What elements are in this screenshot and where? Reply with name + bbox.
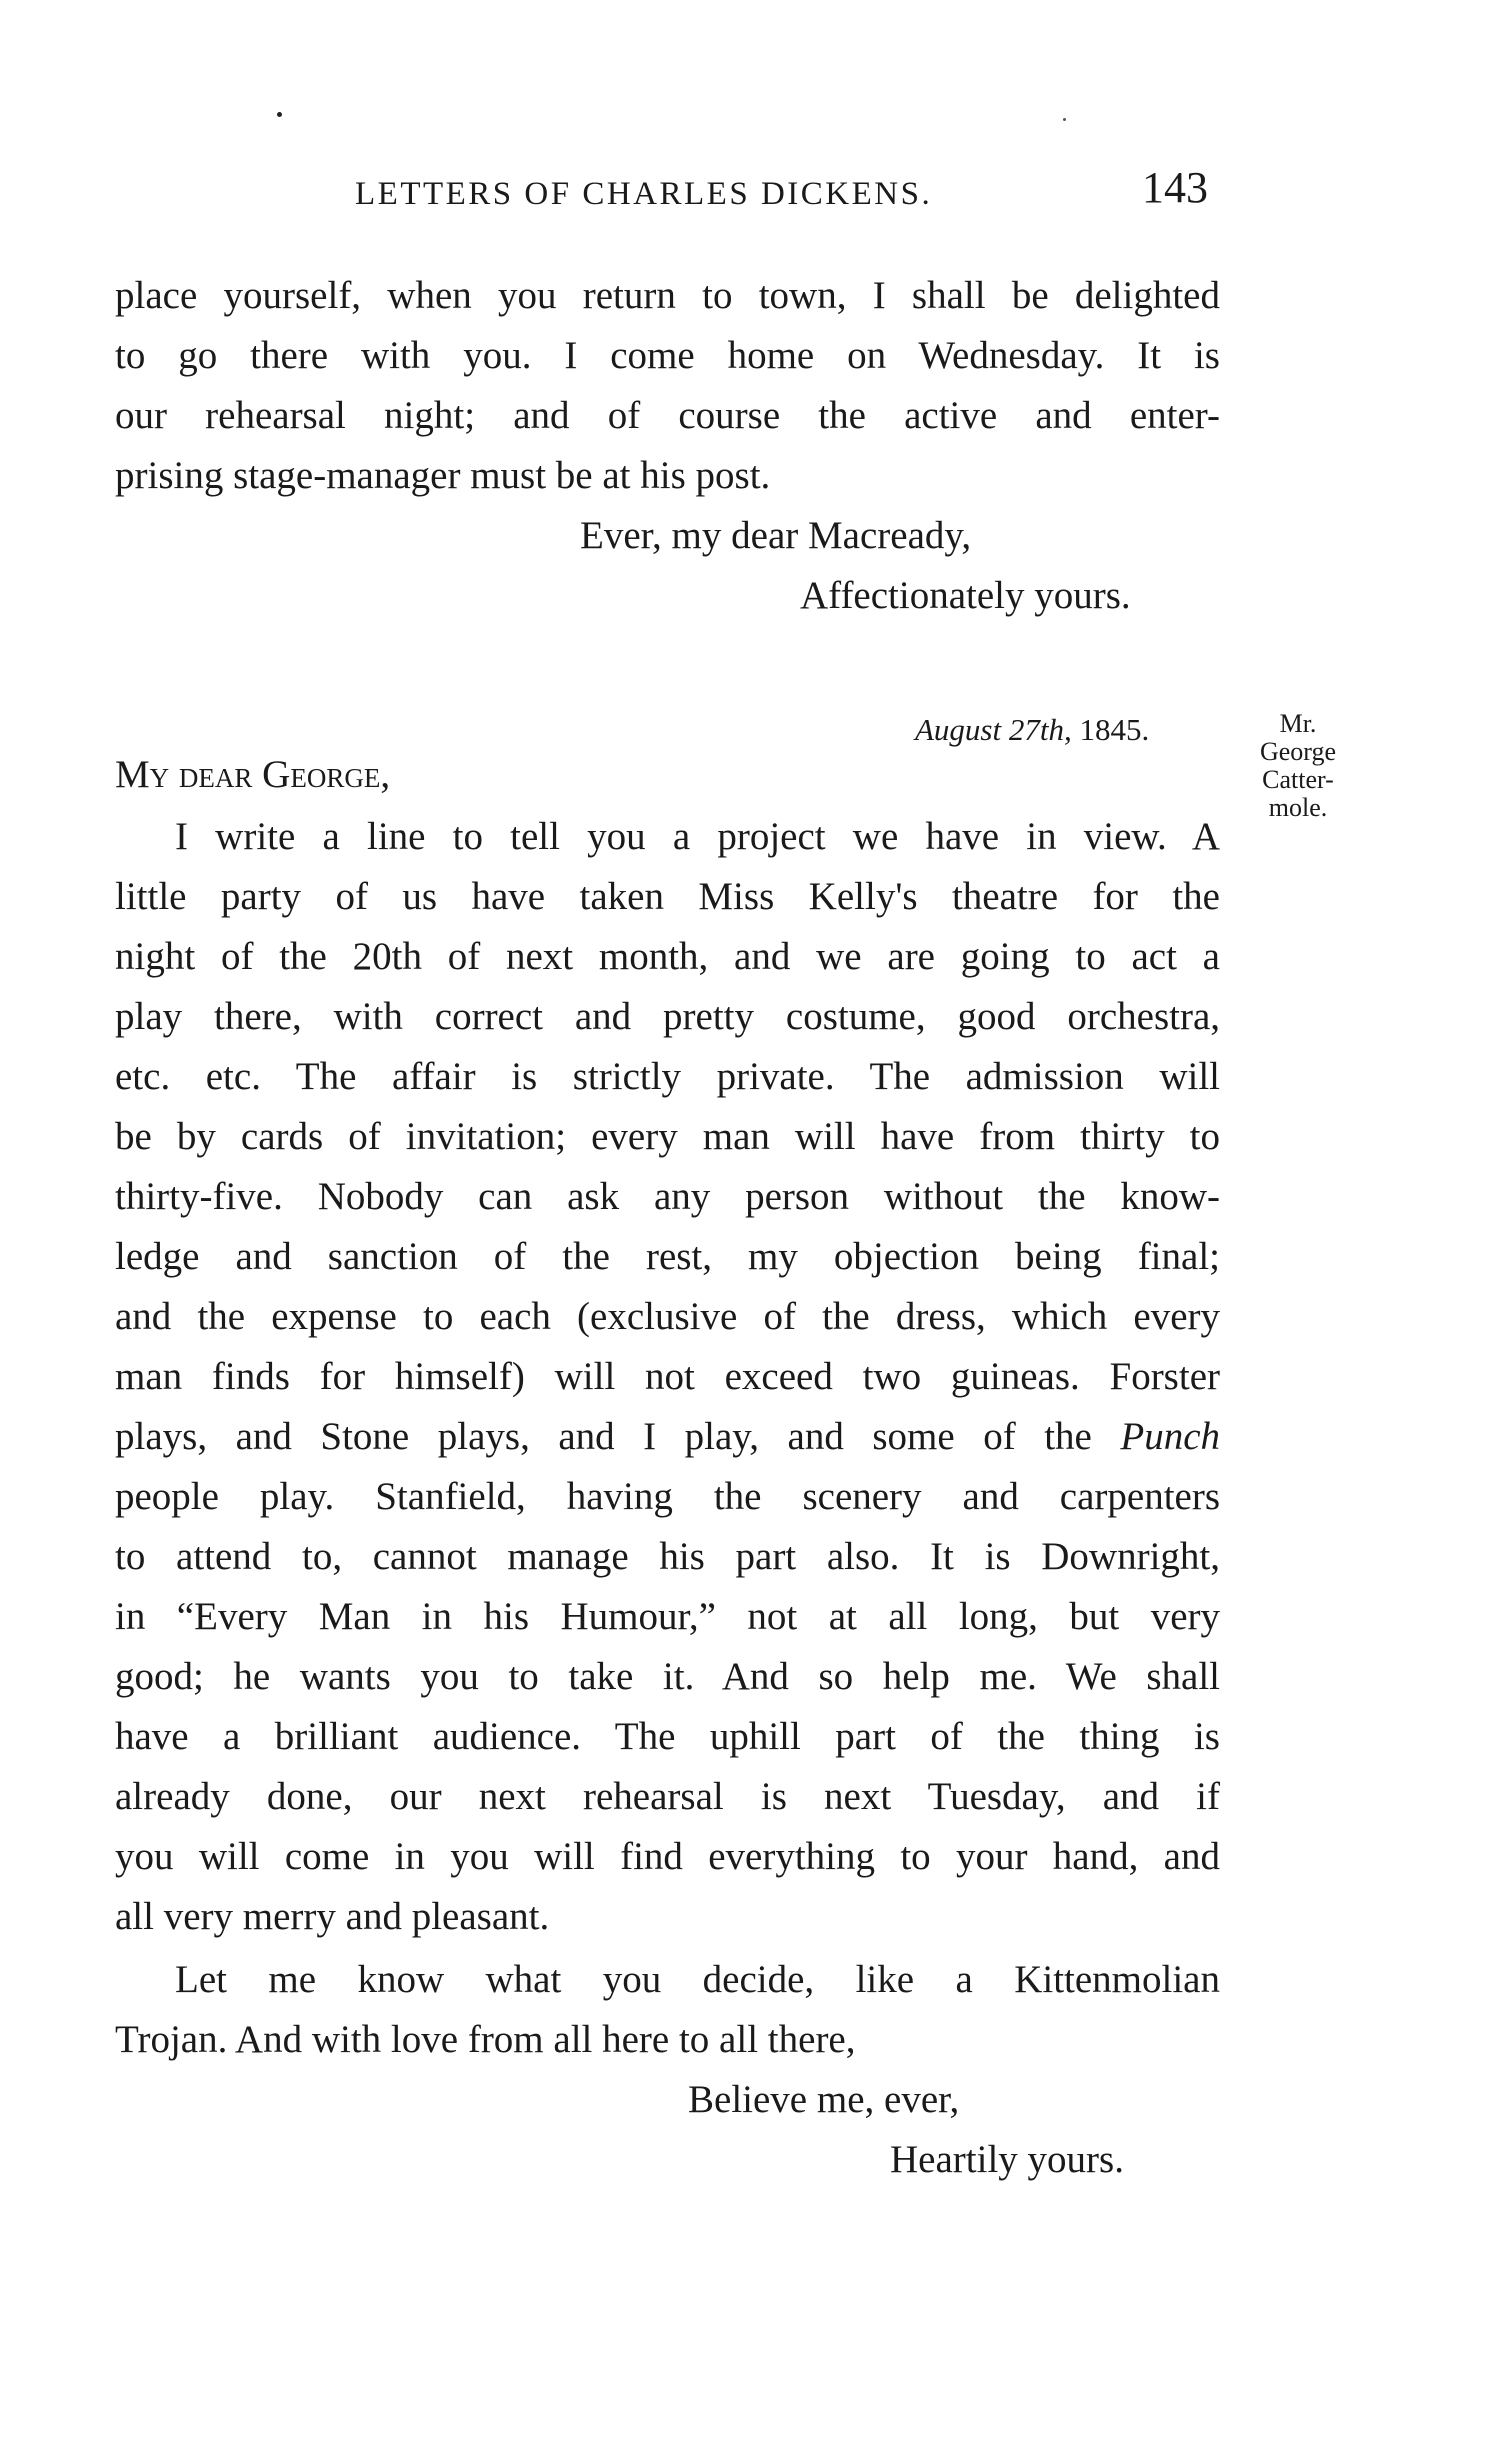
text-fragment: plays, and Stone plays, and I play, and some of the bbox=[115, 1415, 1092, 1458]
text-line: little party of us have taken Miss Kelly's theatre for the bbox=[115, 875, 1220, 918]
closing-line: Ever, my dear Macready, bbox=[580, 514, 972, 557]
text-line: be by cards of invitation; every man will have from thirty to bbox=[115, 1115, 1220, 1158]
text-line: our rehearsal night; and of course the active and enter- bbox=[115, 394, 1220, 437]
date-year: 1845. bbox=[1079, 712, 1150, 747]
text-line: night of the 20th of next month, and we are going to act a bbox=[115, 935, 1220, 978]
ink-speck bbox=[1063, 118, 1066, 121]
text-line-with-italic bbox=[115, 1407, 1220, 1467]
sidenote-line: mole. bbox=[1268, 793, 1328, 822]
text-line: thirty-five. Nobody can ask any person without the know- bbox=[115, 1175, 1220, 1218]
closing-line: Believe me, ever, bbox=[688, 2078, 960, 2121]
date-day: 27th, bbox=[1008, 712, 1072, 747]
recipient-sidenote bbox=[1238, 710, 1358, 822]
letter-date bbox=[915, 712, 1149, 748]
text-line: ledge and sanction of the rest, my objection being final; bbox=[115, 1235, 1220, 1278]
text-line: Trojan. And with love from all here to all there, bbox=[115, 2018, 856, 2061]
signoff-line: Heartily yours. bbox=[890, 2138, 1124, 2181]
signoff-line: Affectionately yours. bbox=[800, 574, 1131, 617]
text-line: in “Every Man in his Humour,” not at all long, but very bbox=[115, 1595, 1220, 1638]
text-line: place yourself, when you return to town, I shall be delighted bbox=[115, 274, 1220, 317]
text-line: you will come in you will find everything to your hand, and bbox=[115, 1835, 1220, 1878]
text-line: good; he wants you to take it. And so help me. We shall bbox=[115, 1655, 1220, 1698]
page-number: 143 bbox=[1142, 163, 1208, 212]
text-line: prising stage-manager must be at his post. bbox=[115, 454, 771, 497]
text-line: already done, our next rehearsal is next Tuesday, and if bbox=[115, 1775, 1220, 1818]
text-line: etc. etc. The affair is strictly private. The admission will bbox=[115, 1055, 1220, 1098]
text-line: have a brilliant audience. The uphill part of the thing is bbox=[115, 1715, 1220, 1758]
text-line: people play. Stanfield, having the scenery and carpenters bbox=[115, 1475, 1220, 1518]
italic-title: Punch bbox=[1120, 1415, 1221, 1458]
text-line: man finds for himself) will not exceed two guineas. Forster bbox=[115, 1355, 1220, 1398]
text-line: all very merry and pleasant. bbox=[115, 1895, 550, 1938]
text-line: and the expense to each (exclusive of the dress, which every bbox=[115, 1295, 1220, 1338]
ink-speck bbox=[277, 112, 282, 117]
text-line: to go there with you. I come home on Wednesday. It is bbox=[115, 334, 1220, 377]
sidenote-line: Catter- bbox=[1262, 765, 1334, 794]
salutation: My dear George, bbox=[115, 753, 391, 796]
sidenote-line: Mr. bbox=[1279, 709, 1317, 738]
running-title: LETTERS OF CHARLES DICKENS. bbox=[355, 176, 933, 212]
text-line: I write a line to tell you a project we have in view. A bbox=[175, 815, 1220, 858]
text-line: to attend to, cannot manage his part also. It is Downright, bbox=[115, 1535, 1220, 1578]
text-line: play there, with correct and pretty costume, good orchestra, bbox=[115, 995, 1220, 1038]
date-month: August bbox=[915, 712, 1002, 747]
text-line: Let me know what you decide, like a Kittenmolian bbox=[175, 1958, 1220, 2001]
sidenote-line: George bbox=[1259, 737, 1337, 766]
